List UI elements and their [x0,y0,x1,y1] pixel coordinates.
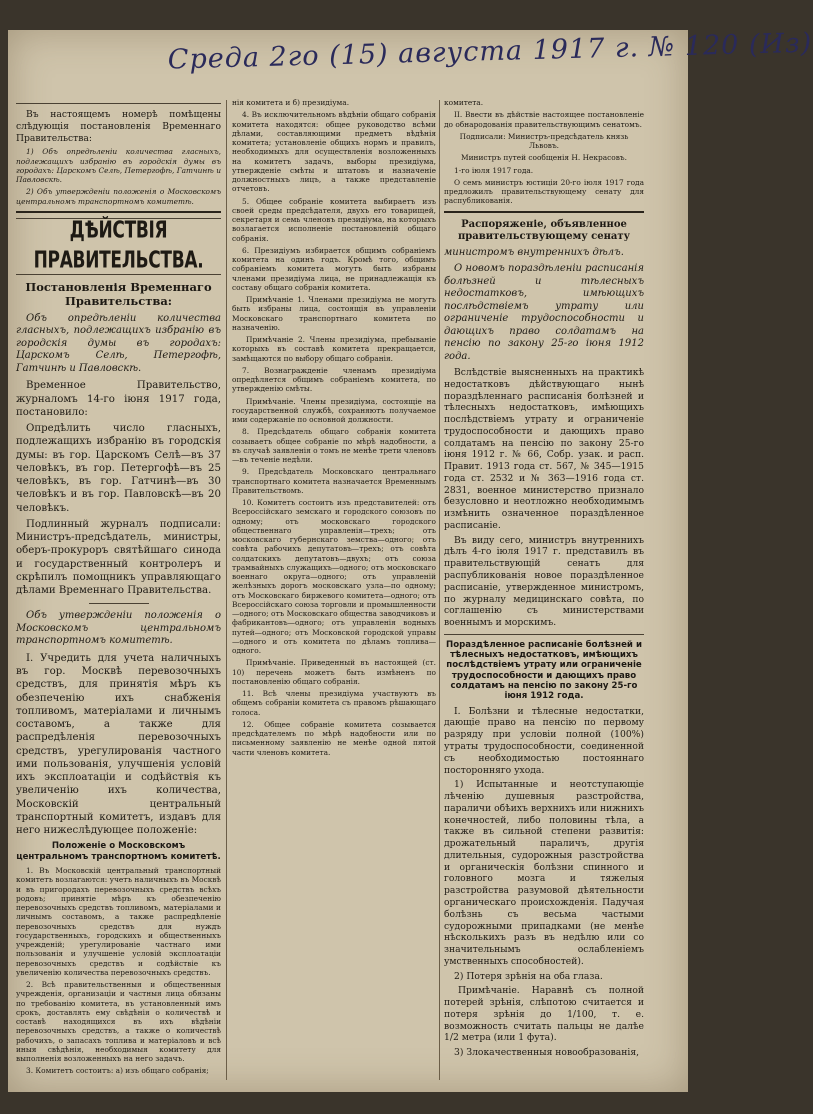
order-paragraph: Вслѣдствіе выясненныхъ на практикѣ недостатковъ дѣйствующаго нынѣ пораздѣленнаго расписанія болѣзней и тѣлесныхъ недостатковъ, имѣющихъ послѣдствіемъ утрату и ограниченіе трудоспособности и дающихъ право солдатамъ на пенсію по закону 25-го іюня 1912 г. № 66, Собр. узак. и расп. Правит. 1913 года ст. 567, № 345—1915 года ст. 2532 и № 363—1916 года ст. 2831, военное министерство признало безусловно и неотложно необходимымъ измѣнить означенное пораздѣленное расписаніе. [444,367,644,531]
decree-paragraph: I. Учредить для учета наличныхъ въ гор. Москвѣ перевозочныхъ средствъ, для принятія мѣръ къ обезпеченію ихъ снабженія топливомъ, матеріалами и личнымъ составомъ, а также для распредѣленія перевозочныхъ средствъ, урегулированія частного ими пользованія, улучшенія условій ихъ эксплоатаціи и содѣйствія къ увеличенію ихъ количества, Московскій центральный транспортный комитетъ, издавъ для него нижеслѣдующее положеніе: [16,652,221,837]
column-rule-left [226,100,227,1080]
regulation-note: Примѣчаніе 2. Члены президіума, пребываніе которыхъ въ составѣ комитета прекращается, замѣщаются по выбору общаго собранія. [232,335,436,363]
article-continuation: комитета. [444,98,484,107]
decree-title: Объ утвержденіи положенія о Московскомъ центральномъ транспортномъ комитетѣ. [16,610,221,647]
contents-item: 1) Объ опредѣленіи количества гласныхъ, подлежащихъ избранію въ городскія думы въ городахъ: Царскомъ Селѣ, Петергофѣ, Гатчинѣ и Павловскѣ. [16,147,221,185]
column-middle [232,98,436,1088]
signature-date: 1-го іюля 1917 года. [454,165,534,175]
decree-paragraph: Опредѣлить число гласныхъ, подлежащихъ избранію въ городскія думы: въ гор. Царскомъ Селѣ—въ 37 человѣкъ, въ гор. Петергофѣ—въ 25 человѣкъ, въ гор. Гатчинѣ—въ 30 человѣкъ и въ гор. Павловскѣ—въ 20 человѣкъ. [16,423,221,514]
column-left [16,98,221,1088]
order-subheading: министромъ внутреннихъ дѣлъ. [444,246,624,258]
article-continuation: нія комитета и б) президіума. [232,98,350,107]
divider [444,634,644,635]
regulation-article: 5. Общее собраніе комитета выбираетъ изъ своей среды предсѣдателя, двухъ его товарищей, секретаря и семь членовъ президіума, на которыхъ возлагается исполненіе постановленій общаго собранія. [232,196,436,243]
decree-title: Объ опредѣленіи количества гласныхъ, подлежащихъ избранію въ городскія думы въ городахъ: Царскомъ Селѣ, Петергофѣ, Гатчинѣ и Павловскѣ. [16,312,221,374]
regulation-article: 11. Всѣ члены президіума участвуютъ въ общемъ собраніи комитета съ правомъ рѣшающаго голоса. [232,689,436,717]
regulation-article: 7. Вознагражденіе членамъ президіума опредѣляется общимъ собраніемъ комитета, по утвержденію смѣты. [232,365,436,394]
regulation-note: Примѣчаніе. Приведенный въ настоящей (ст. 10) перечень можетъ быть измѣненъ по постановленію общаго собранія. [232,658,436,686]
regulation-article: 6. Президіумъ избирается общимъ собраніемъ комитета на одинъ годъ. Кромѣ того, общимъ собраніемъ комитета могутъ быть избраны членами президіума лица, не принадлежащія къ составу общаго собранія комитета. [232,245,436,292]
section-heading: ДѢЙСТВІЯ ПРАВИТЕЛЬСТВА. [33,217,204,274]
divider [89,603,149,604]
regulation-article: 10. Комитетъ состоитъ изъ представителей: отъ Всероссійскаго земскаго и городского союзовъ по одному; отъ московскаго городского общественнаго управленія—трехъ; отъ московскаго губернскаго земства—одного; отъ совѣта рабочихъ депутатовъ—трехъ; отъ совѣта солдатскихъ депутатовъ—двухъ; отъ союза трамвайныхъ служащихъ—одного; отъ московскаго военнаго округа—одного; отъ управленій желѣзныхъ дорогъ московскаго узла—по одному; отъ Московскаго биржевого комитета—одного; отъ Всероссійскаго союза торговли и промышленности—одного; отъ Московскаго общества заводчиковъ и фабрикантовъ—одного; отъ управленія водныхъ путей—одного; отъ Московской городской управы—одного и отъ комитета по дѣламъ топлива—одного. [232,498,436,655]
regulation-article: II. Ввести въ дѣйствіе настоящее постановленіе до обнародованія правительствующимъ сенатомъ. [444,110,644,129]
decrees-heading: Постановленія Временнаго Правительства: [25,280,212,309]
regulation-article: 12. Общее собраніе комитета созывается предсѣдателемъ по мѣрѣ надобности или по письменному заявленію не менѣе одной пятой части членовъ комитета. [232,719,436,757]
regulation-note: Примѣчаніе. Члены президіума, состоящіе на государственной службѣ, сохраняютъ получаемое ими содержаніе по основной должности. [232,396,436,424]
regulation-article: 9. Предсѣдатель Московскаго центральнаго транспортнаго комитета назначается Временнымъ Правительствомъ. [232,467,436,495]
schedule-item: 3) Злокачественныя новообразованія, [454,1047,640,1059]
regulation-article: 3. Комитетъ состоитъ: а) изъ общаго собранія; [26,1066,209,1076]
regulation-article: 8. Предсѣдатель общаго собранія комитета созываетъ общее собраніе по мѣрѣ надобности, а въ случаѣ заявленія о томъ не менѣе трети членовъ—въ теченіе недѣли. [232,427,436,464]
signature-line: Министръ путей сообщенія Н. Некрасовъ. [461,153,627,163]
order-heading: Распоряженіе, объявленное правительствующему сенату [457,218,631,242]
decree-paragraph: Подлинный журналъ подписали: Министръ-предсѣдатель, министры, оберъ-прокуроръ святѣйшаго синода и государственный контролеръ и скрѣпилъ помощникъ управляющаго дѣлами Временнаго Правительства. [16,518,221,597]
schedule-note: Примѣчаніе. Наравнѣ съ полной потерей зрѣнія, слѣпотою считается и потеря зрѣнія до 1/100, т. е. возможность считать пальцы не далѣе 1/2 метра (или 1 фута). [444,985,644,1044]
schedule-heading: Пораздѣленное расписаніе болѣзней и тѣлесныхъ недостатковъ, имѣющихъ послѣдствіемъ утрату или ограниченіе трудоспособности и дающихъ право солдатамъ на пенсію по закону 25-го іюня 1912 года. [446,639,642,702]
divider [444,211,644,213]
contents-item: 2) Объ утвержденіи положенія о Московскомъ центральномъ транспортномъ комитетѣ. [16,187,221,206]
column-right [444,98,644,1088]
handwritten-date-note: Среда 2го (15) августа 1917 г. № 120 (Из) [167,27,813,76]
divider [16,211,221,213]
issue-contents-intro: Въ настоящемъ номерѣ помѣщены слѣдующія постановленія Временнаго Правительства: [16,109,221,144]
schedule-item: 1) Испытанные и неотступающіе лѣченію душевныя разстройства, параличи обѣихъ верхнихъ или нижнихъ конечностей, либо половины тѣла, а также въ сильной степени развитія: дрожательный параличъ, другія длительныя, судорожныя разстройства и органическія болѣзни спинного и головного мозга и тяжелыя разстройства разумовой дѣятельности органическаго происхожденія. Падучая болѣзнь съ весьма частыми судорожными припадками (не менѣе нѣсколькихъ разъ въ недѣлю или со значительнымъ ослабленіемъ умственныхъ способностей). [444,779,644,967]
divider [16,103,221,104]
order-title: О новомъ пораздѣленіи расписанія болѣзней и тѣлесныхъ недостатковъ, имѣющихъ послѣдствіемъ утрату или ограниченіе трудоспособности и дающихъ право солдатамъ на пенсію по закону 25-го іюня 1912 года. [444,263,644,362]
newspaper-page [8,27,813,1092]
schedule-item: 2) Потеря зрѣнія на оба глаза. [454,970,603,982]
regulation-heading: Положеніе о Московскомъ центральномъ транспортномъ комитетѣ. [16,841,221,862]
regulation-article: 4. Въ исключительномъ вѣдѣніи общаго собранія комитета находятся: общее руководство всѣми дѣлами, составляющими предметъ вѣдѣнія комитета; установленіе общихъ нормъ и правилъ, необходимыхъ для осуществленія возложенныхъ на комитетъ задачъ, выборы президіума, утвержденіе смѣты и штатовъ и назначеніе должностныхъ лицъ, а также представленіе отчетовъ. [232,110,436,194]
regulation-article: 2. Всѣ правительственныя и общественныя учрежденія, организаціи и частныя лица обязаны по требованію комитета, въ установленный имъ срокъ, доставлять ему свѣдѣнія о количествѣ и составѣ находящихся въ ихъ вѣдѣніи перевозочныхъ средствъ, а также о количествѣ рабочихъ, о запасахъ топлива и матеріаловъ и всѣ иныя свѣдѣнія, необходимыя комитету для выполненія возложенныхъ на него задачъ. [16,980,221,1064]
schedule-item: I. Болѣзни и тѣлесные недостатки, дающіе право на пенсію по первому разряду при условіи полной (100%) утраты трудоспособности, соединенной съ необходимостью постояннаго посторонняго ухода. [444,705,644,776]
decree-paragraph: Временное Правительство, журналомъ 14-го іюня 1917 года, постановило: [16,380,221,418]
order-paragraph: Въ виду сего, министръ внутреннихъ дѣлъ 4-го іюля 1917 г. представилъ въ правительствующій сенатъ для распубликованія новое пораздѣленное расписаніе, утвержденное министромъ, по журналу медицинскаго совѣта, по соглашенію съ министерствами военнымъ и морскимъ. [444,534,644,629]
senate-note: О семъ министръ юстиціи 20-го іюля 1917 года предложилъ правительствующему сенату для распубликованія. [444,177,644,206]
signature-line: Подписали: Министръ-предсѣдатель князь Львовъ. [459,131,629,150]
regulation-article: 1. Въ Московскій центральный транспортный комитетъ возлагаются: учетъ наличныхъ въ Москвѣ и въ пригородахъ перевозочныхъ средствъ всѣхъ родовъ; принятіе мѣръ къ обезпеченію перевозочныхъ средствъ топливомъ, матеріалами и личнымъ составомъ, а также распредѣленіе перевозочныхъ средствъ для нуждъ государственныхъ, городскихъ и общественныхъ учрежденій; урегулированіе частнаго ими пользованія и улучшеніе условій эксплоатаціи перевозочныхъ средствъ и содѣйствіе къ увеличенію количества перевозочныхъ средствъ. [16,866,221,977]
regulation-note: Примѣчаніе 1. Членами президіума не могутъ быть избраны лица, состоящія въ управленіи Московскаго транспортнаго комитета по назначенію. [232,295,436,332]
column-rule-right [439,100,440,1080]
